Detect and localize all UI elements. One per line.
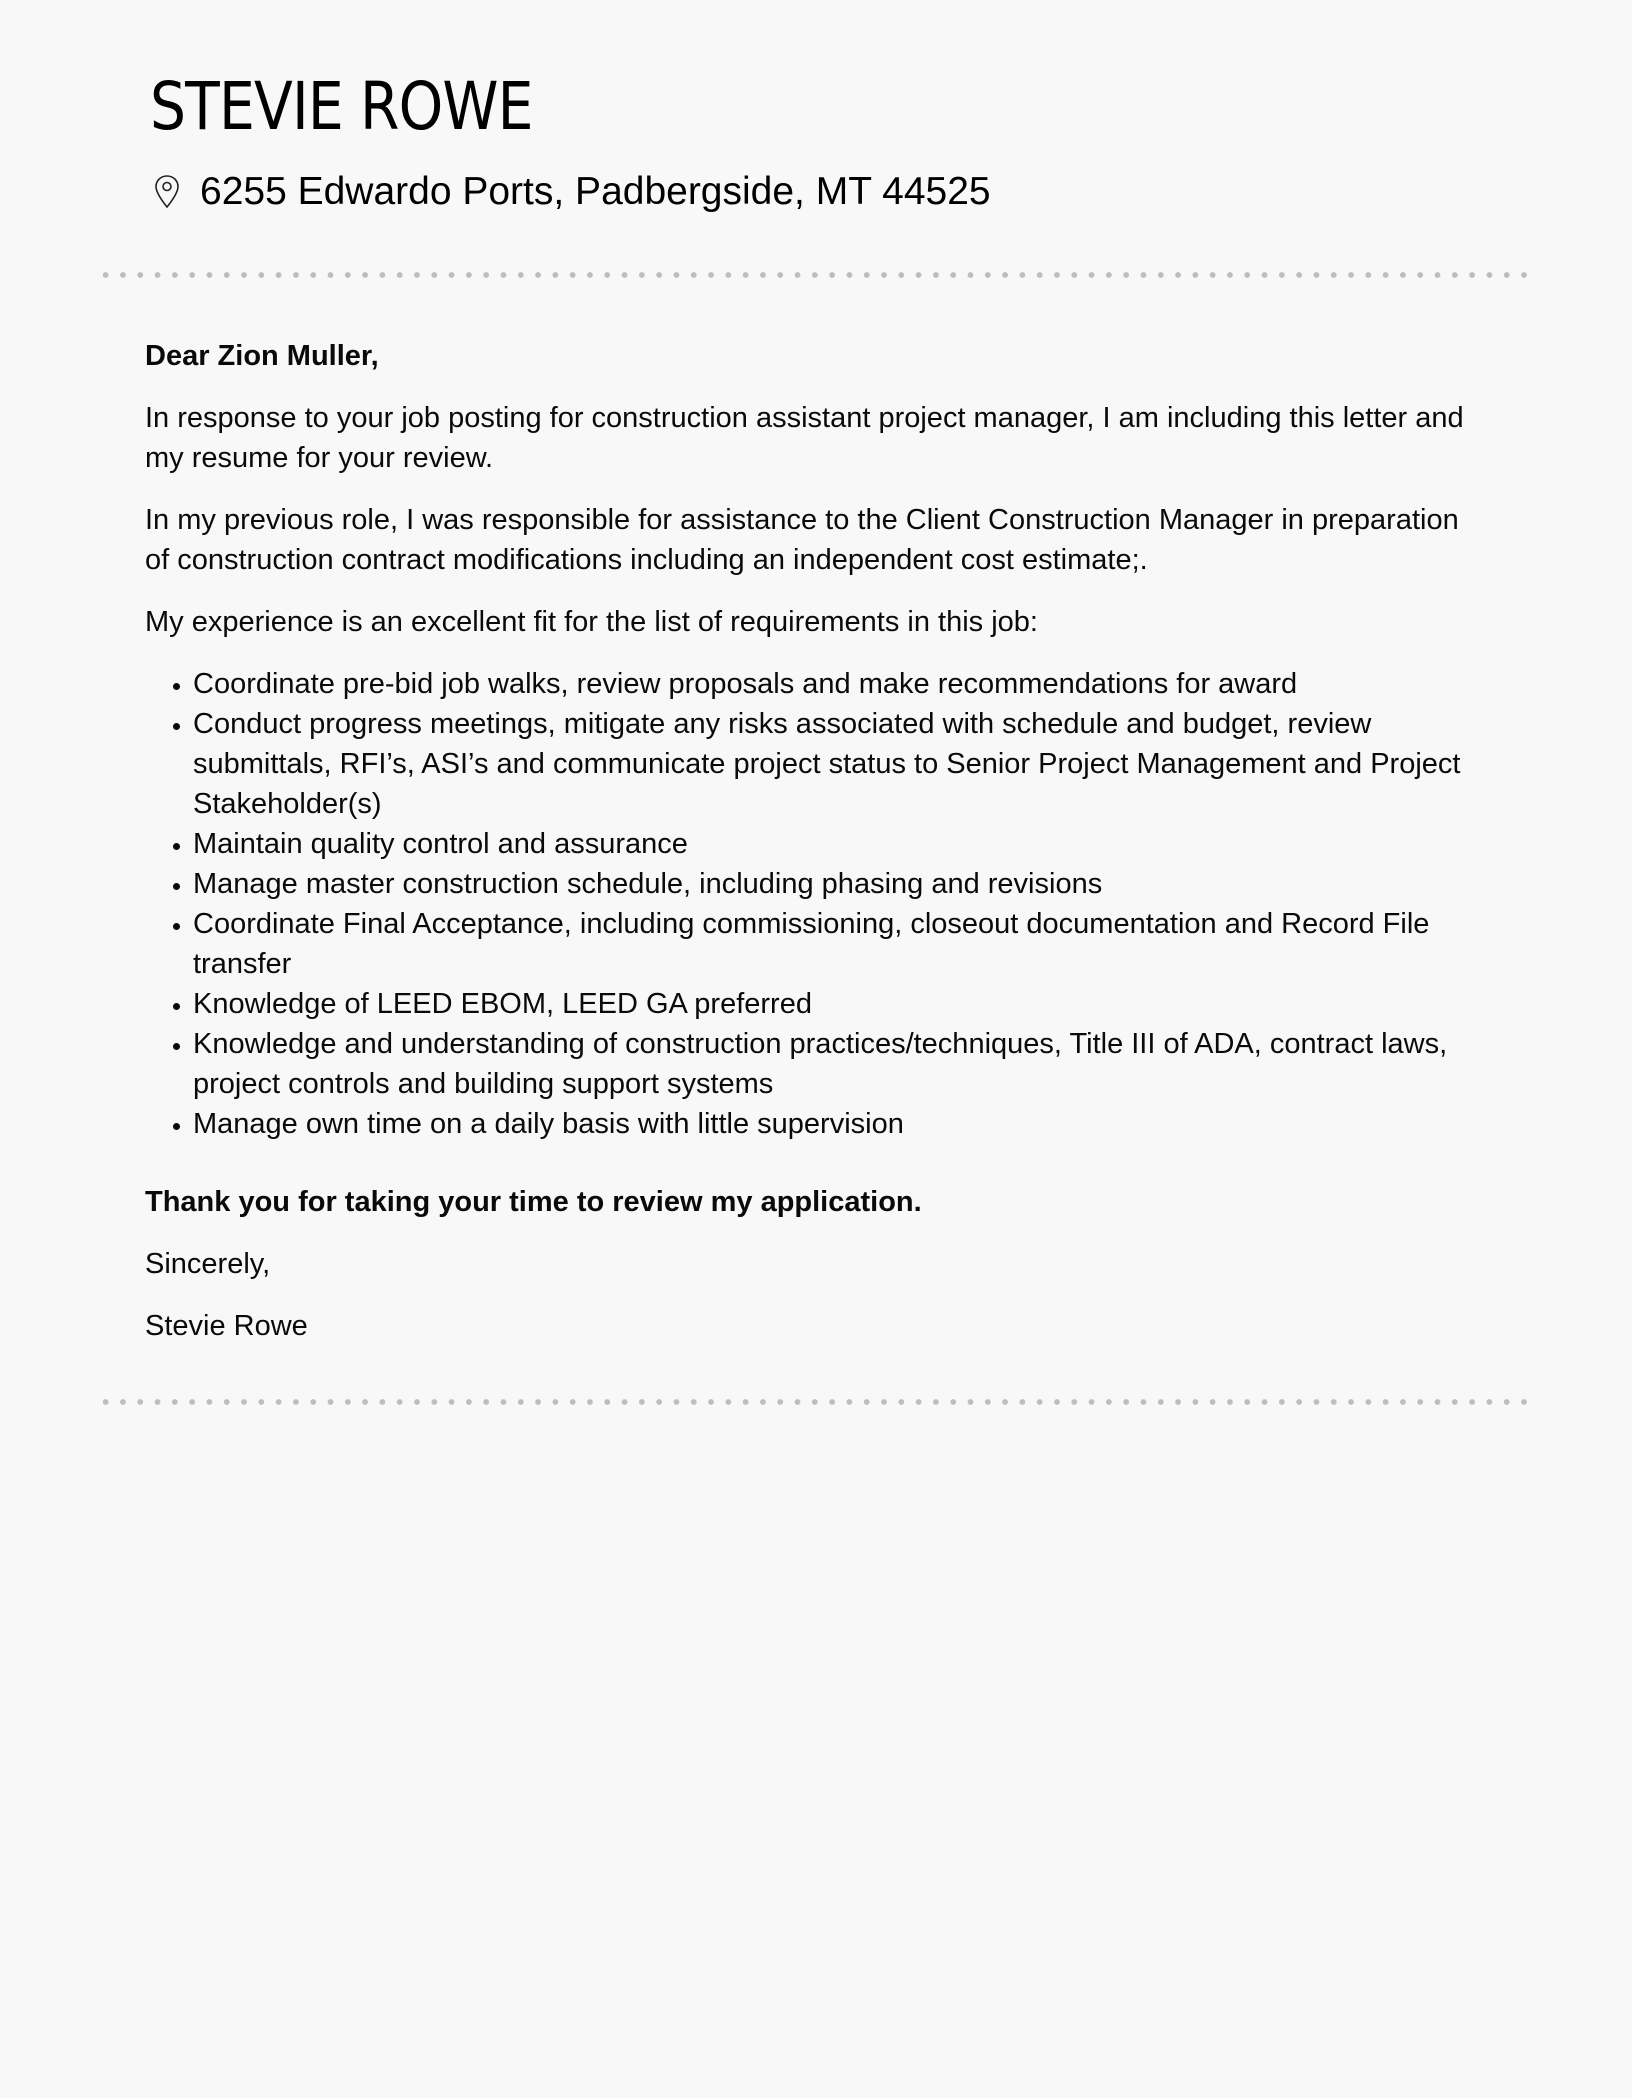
top-dotted-divider <box>97 272 1533 278</box>
bottom-dotted-divider <box>97 1399 1533 1405</box>
list-item: • Coordinate pre-bid job walks, review proposals and make recommendations for award <box>193 664 1485 704</box>
list-item: • Coordinate Final Acceptance, including commissioning, closeout documentation and Record File transfer <box>193 904 1485 984</box>
map-pin-icon <box>154 174 180 210</box>
signoff: Sincerely, <box>145 1248 271 1280</box>
list-item: • Knowledge and understanding of construction practices/techniques, Title III of ADA, contract laws, project controls and building support systems <box>193 1024 1485 1104</box>
closing-statement: Thank you for taking your time to review my application. <box>145 1186 922 1218</box>
greeting: Dear Zion Muller, <box>145 340 379 372</box>
address-line <box>154 168 991 216</box>
signature: Stevie Rowe <box>145 1310 308 1342</box>
address-text: 6255 Edwardo Ports, Padbergside, MT 44525 <box>200 170 991 213</box>
requirements-list <box>145 664 1485 1144</box>
list-item: • Manage own time on a daily basis with little supervision <box>193 1104 1485 1144</box>
letter-body <box>145 336 1485 1368</box>
paragraph-requirements-intro: My experience is an excellent fit for the list of requirements in this job: <box>145 606 1038 638</box>
list-item: • Conduct progress meetings, mitigate any risks associated with schedule and budget, review submittals, RFI’s, ASI’s and communicate project status to Senior Project Management and Project Stakeholder(s) <box>193 704 1485 824</box>
list-item: • Manage master construction schedule, including phasing and revisions <box>193 864 1485 904</box>
paragraph-previous-role: In my previous role, I was responsible for assistance to the Client Construction Manager in preparation of construction contract modifications including an independent cost estimate;. <box>145 504 1459 576</box>
list-item: • Maintain quality control and assurance <box>193 824 1485 864</box>
applicant-name: STEVIE ROWE <box>150 68 533 145</box>
paragraph-intro: In response to your job posting for construction assistant project manager, I am including this letter and my resume for your review. <box>145 402 1464 474</box>
list-item: • Knowledge of LEED EBOM, LEED GA preferred <box>193 984 1485 1024</box>
